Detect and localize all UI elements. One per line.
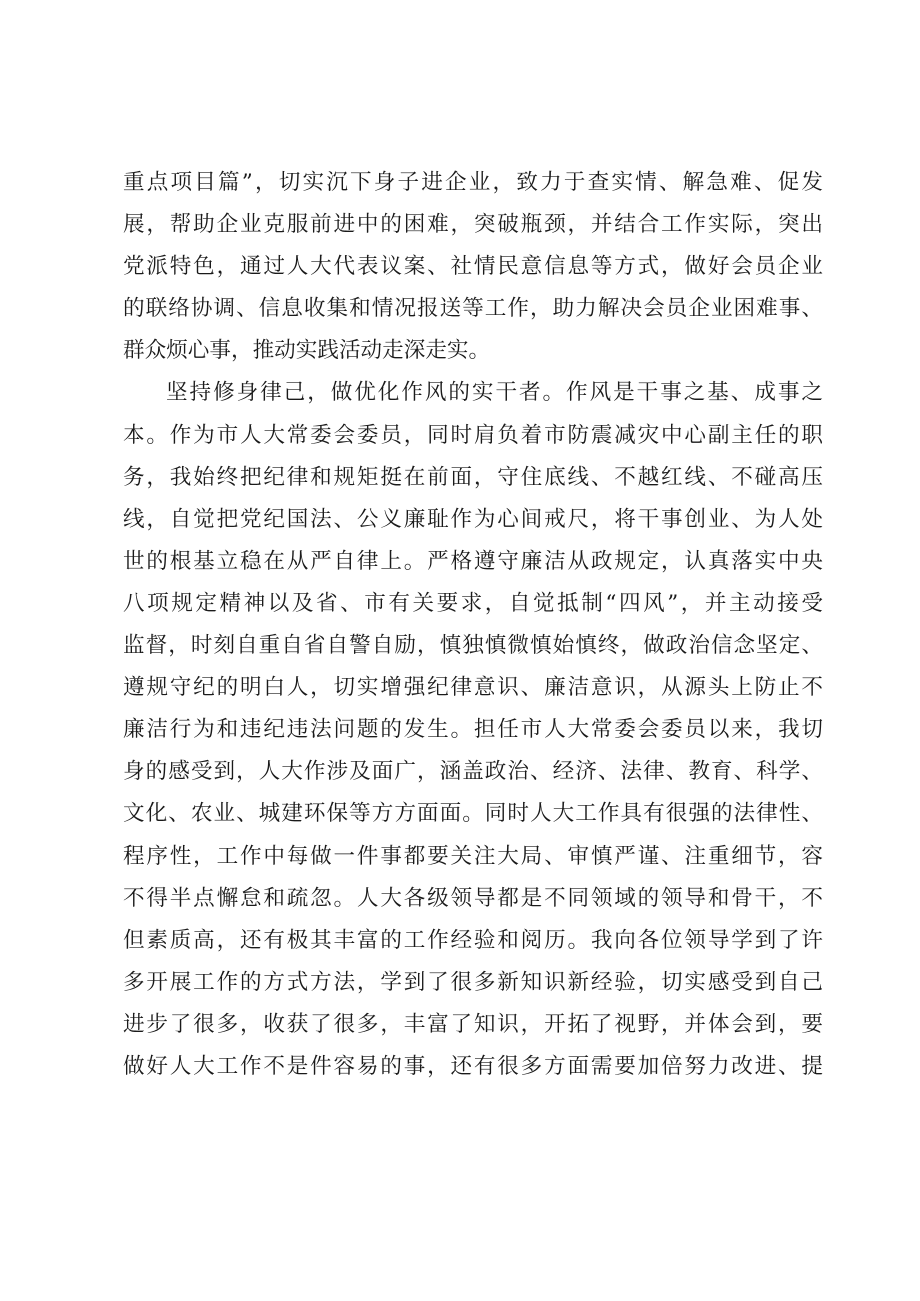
- text-line: 世的根基立稳在从严自律上。严格遵守廉洁从政规定，认真落实中央: [123, 548, 823, 574]
- text-line: 多开展工作的方式方法，学到了很多新知识新经验，切实感受到自己: [123, 969, 823, 995]
- text-line: 监督，时刻自重自省自警自励，慎独慎微慎始慎终，做政治信念坚定、: [123, 633, 823, 659]
- text-line: 文化、农业、城建环保等方方面面。同时人大工作具有很强的法律性、: [123, 801, 823, 827]
- text-line: 廉洁行为和违纪违法问题的发生。担任市人大常委会委员以来，我切: [123, 717, 823, 743]
- text-line: 展，帮助企业克服前进中的困难，突破瓶颈，并结合工作实际，突出: [123, 212, 823, 238]
- text-line: 不得半点懈怠和疏忽。人大各级领导都是不同领域的领导和骨干，不: [123, 885, 823, 911]
- text-line: 党派特色，通过人大代表议案、社情民意信息等方式，做好会员企业: [123, 254, 823, 280]
- text-line: 务，我始终把纪律和规矩挺在前面，守住底线、不越红线、不碰高压: [123, 464, 823, 490]
- text-line: 身的感受到，人大作涉及面广，涵盖政治、经济、法律、教育、科学、: [123, 759, 823, 785]
- text-line: 的联络协调、信息收集和情况报送等工作，助力解决会员企业困难事、: [123, 296, 823, 322]
- text-line: 遵规守纪的明白人，切实增强纪律意识、廉洁意识，从源头上防止不: [123, 675, 823, 701]
- text-line: 做好人大工作不是件容易的事，还有很多方面需要加倍努力改进、提: [123, 1053, 823, 1079]
- text-line: 进步了很多，收获了很多，丰富了知识，开拓了视野，并体会到，要: [123, 1011, 823, 1037]
- text-line: 八项规定精神以及省、市有关要求，自觉抵制“四风”，并主动接受: [123, 590, 823, 616]
- text-line: 本。作为市人大常委会委员，同时肩负着市防震减灾中心副主任的职: [123, 422, 823, 448]
- text-line: 但素质高，还有极其丰富的工作经验和阅历。我向各位领导学到了许: [123, 927, 823, 953]
- text-line: 重点项目篇”，切实沉下身子进企业，致力于查实情、解急难、促发: [123, 170, 823, 195]
- paragraph-first-line: 坚持修身律己，做优化作风的实干者。作风是干事之基、成事之: [166, 380, 823, 406]
- text-line: 群众烦心事，推动实践活动走深走实。: [123, 338, 491, 364]
- text-line: 线，自觉把党纪国法、公义廉耻作为心间戒尺，将干事创业、为人处: [123, 506, 823, 532]
- text-line: 程序性，工作中每做一件事都要关注大局、审慎严谨、注重细节，容: [123, 843, 823, 869]
- document-body: [123, 162, 823, 1088]
